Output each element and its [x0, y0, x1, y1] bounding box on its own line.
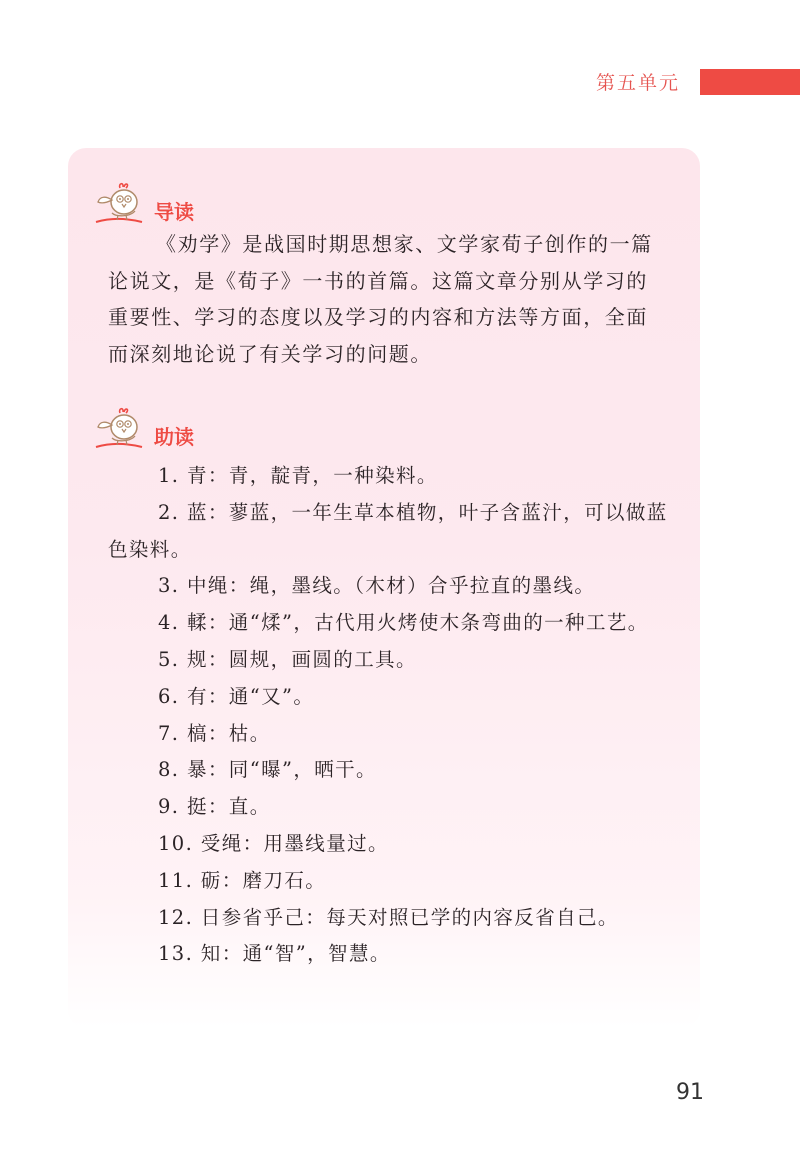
note-item: 9. 挺：直。 [158, 795, 271, 819]
guide-paragraph: 《劝学》是战国时期思想家、文学家荀子创作的一篇论说文，是《荀子》一书的首篇。这篇文章分别从学习的重要性、学习的态度以及学习的内容和方法等方面，全面而深刻地论说了有关学习的问题。 [108, 232, 653, 366]
notes-list [108, 458, 668, 973]
notes-header [90, 405, 290, 457]
note-item: 5. 规：圆规，画圆的工具。 [158, 647, 417, 671]
note-item: 11. 砺：磨刀石。 [158, 868, 327, 892]
note-item: 8. 暴：同“曝”，晒干。 [158, 758, 377, 782]
note-item: 2. 蓝：蓼蓝，一年生草本植物，叶子含蓝汁，可以做蓝色染料。 [108, 500, 668, 561]
guide-text [108, 226, 668, 372]
bird-icon [90, 405, 146, 457]
note-item: 4. 輮：通“煣”，古代用火烤使木条弯曲的一种工艺。 [158, 611, 649, 635]
unit-header [0, 66, 800, 98]
notes-title: 助读 [154, 425, 194, 449]
unit-color-bar [700, 69, 800, 95]
note-item: 12. 日参省乎己：每天对照已学的内容反省自己。 [158, 905, 619, 929]
note-item: 7. 槁：枯。 [158, 721, 271, 745]
guide-header [90, 180, 290, 232]
note-item: 3. 中绳：绳，墨线。（木材）合乎拉直的墨线。 [158, 574, 596, 598]
guide-title: 导读 [154, 200, 194, 224]
unit-title: 第五单元 [595, 72, 680, 94]
bird-icon [90, 180, 146, 232]
note-item: 13. 知：通“智”，智慧。 [158, 942, 391, 966]
note-item: 6. 有：通“又”。 [158, 684, 315, 708]
note-item: 1. 青：青，靛青，一种染料。 [158, 464, 438, 487]
note-item: 10. 受绳：用墨线量过。 [158, 831, 389, 855]
page-number: 91 [676, 1080, 704, 1105]
